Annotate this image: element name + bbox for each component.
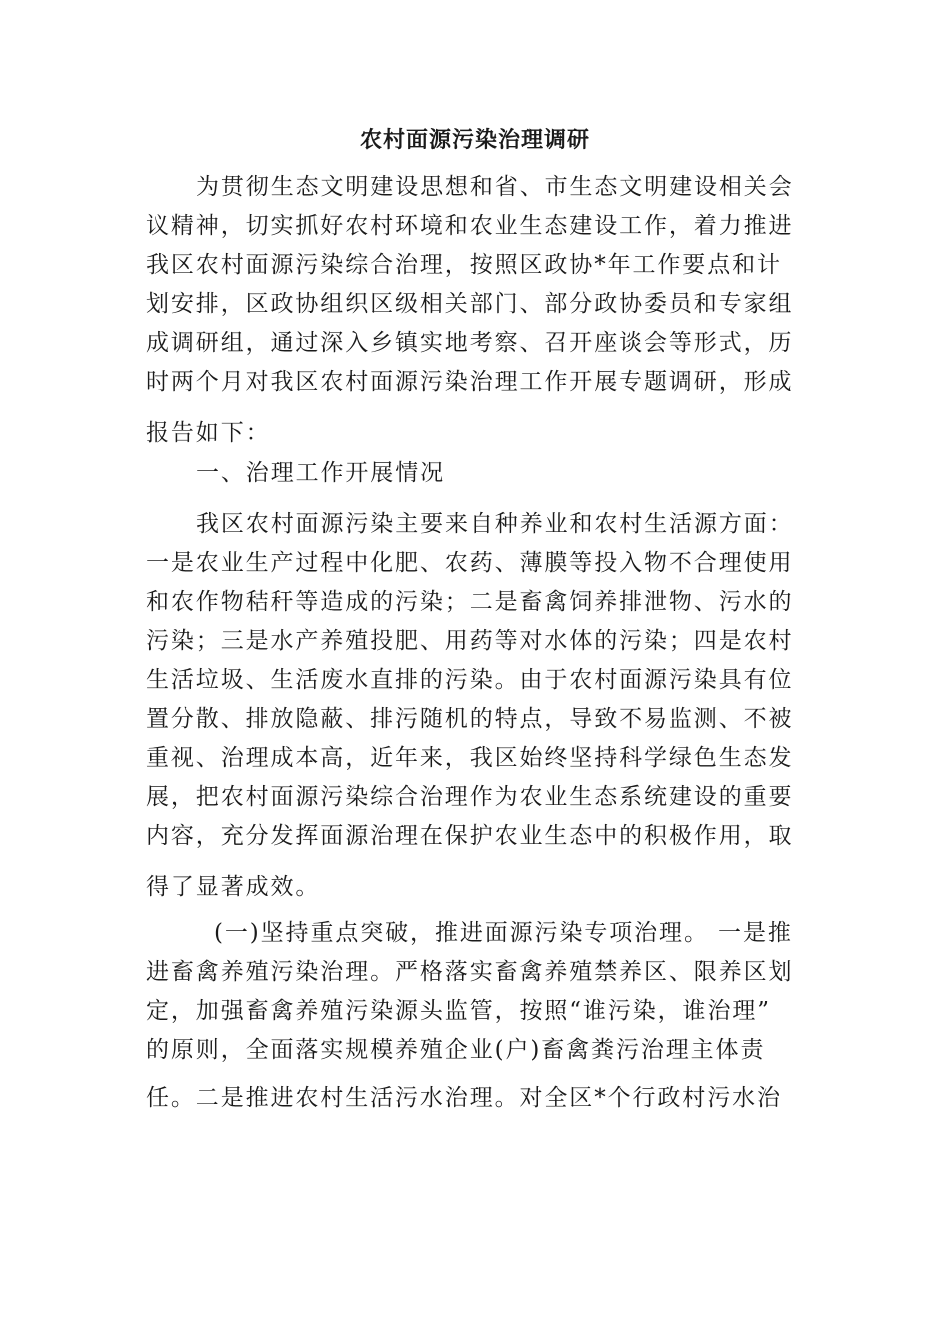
paragraph-line: 任。二是推进农村生活污水治理。对全区*个行政村污水治 <box>146 1085 782 1111</box>
paragraph-line: 重视、治理成本高，近年来，我区始终坚持科学绿色生态发 <box>146 745 794 771</box>
paragraph-line: 内容，充分发挥面源治理在保护农业生态中的积极作用，取 <box>146 823 794 849</box>
paragraph-line: 成调研组，通过深入乡镇实地考察、召开座谈会等形式，历 <box>146 330 794 356</box>
section-heading: 一、治理工作开展情况 <box>196 460 445 486</box>
paragraph-line: 报告如下： <box>146 420 271 446</box>
paragraph-line: 定，加强畜禽养殖污染源头监管，按照“谁污染，谁治理” <box>146 998 771 1024</box>
paragraph-line: 生活垃圾、生活废水直排的污染。由于农村面源污染具有位 <box>146 667 794 693</box>
paragraph-line: 展，把农村面源污染综合治理作为农业生态系统建设的重要 <box>146 784 794 810</box>
paragraph-line: 置分散、排放隐蔽、排污随机的特点，导致不易监测、不被 <box>146 706 794 732</box>
paragraph-line: 一是农业生产过程中化肥、农药、薄膜等投入物不合理使用 <box>146 550 794 576</box>
paragraph-line: 议精神，切实抓好农村环境和农业生态建设工作，着力推进 <box>146 213 794 239</box>
subsection-line: (一)坚持重点突破，推进面源污染专项治理。 一是推 <box>214 920 793 946</box>
paragraph-line: 得了显著成效。 <box>146 874 321 900</box>
paragraph-line: 我区农村面源污染主要来自种养业和农村生活源方面： <box>196 511 794 537</box>
paragraph-line: 进畜禽养殖污染治理。严格落实畜禽养殖禁养区、限养区划 <box>146 959 794 985</box>
paragraph-line: 污染；三是水产养殖投肥、用药等对水体的污染；四是农村 <box>146 628 794 654</box>
paragraph-line: 我区农村面源污染综合治理，按照区政协*年工作要点和计 <box>146 252 782 278</box>
paragraph-line: 划安排，区政协组织区级相关部门、部分政协委员和专家组 <box>146 291 794 317</box>
paragraph-line: 时两个月对我区农村面源污染治理工作开展专题调研，形成 <box>146 369 794 395</box>
paragraph-line: 的原则，全面落实规模养殖企业(户)畜禽粪污治理主体责 <box>146 1037 766 1063</box>
paragraph-line: 为贯彻生态文明建设思想和省、市生态文明建设相关会 <box>196 174 794 200</box>
paragraph-line: 和农作物秸秆等造成的污染；二是畜禽饲养排泄物、污水的 <box>146 589 794 615</box>
document-title: 农村面源污染治理调研 <box>359 127 590 153</box>
